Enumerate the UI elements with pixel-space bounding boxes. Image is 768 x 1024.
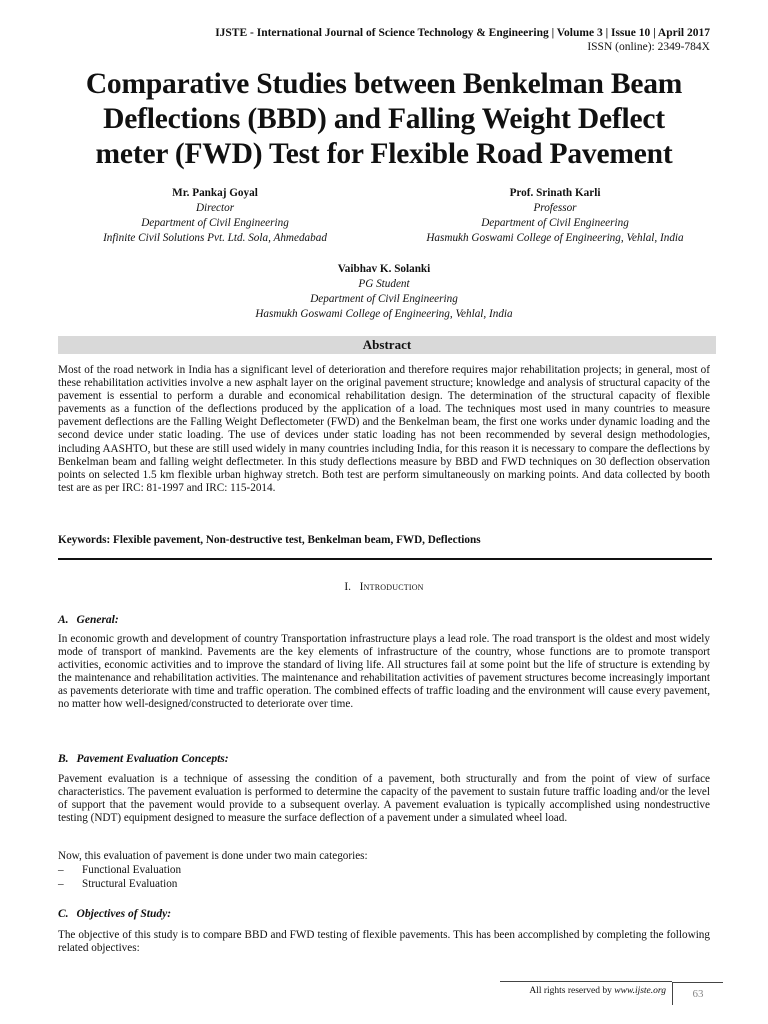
title-line: meter (FWD) Test for Flexible Road Pavement: [95, 138, 673, 170]
abstract-heading: Abstract: [58, 336, 716, 354]
subsection-heading: [58, 752, 229, 766]
author-org: Infinite Civil Solutions Pvt. Ltd. Sola, Ahmedabad: [103, 232, 327, 244]
list-item: – Functional Evaluation: [58, 864, 182, 876]
subsection-letter: A.: [58, 614, 69, 626]
website-link[interactable]: www.ijste.org: [614, 986, 666, 996]
subsection-heading: [58, 613, 119, 627]
title-line: Comparative Studies between Benkelman Beam: [85, 68, 683, 100]
section-number: I.: [344, 581, 352, 593]
author-block: [70, 186, 360, 246]
author-org: Hasmukh Goswami College of Engineering, Vehlal, India: [255, 308, 513, 320]
author-block: [200, 262, 568, 322]
keywords: Keywords: Flexible pavement, Non-destructive test, Benkelman beam, FWD, Deflections: [58, 534, 481, 546]
title-line: Deflections (BBD) and Falling Weight Deflect: [103, 103, 665, 135]
subsection-title: Pavement Evaluation Concepts:: [76, 753, 229, 765]
page-footer: [0, 980, 768, 1024]
subsection-title: General:: [76, 614, 119, 626]
section-heading: [58, 580, 710, 594]
author-name: Mr. Pankaj Goyal: [172, 187, 258, 199]
author-role: PG Student: [358, 278, 410, 290]
rights-text: All rights reserved by: [529, 986, 612, 996]
section-divider: [58, 558, 712, 560]
author-dept: Department of Civil Engineering: [141, 217, 289, 229]
author-name: Prof. Srinath Karli: [509, 187, 601, 199]
list-item-text: Functional Evaluation: [82, 864, 182, 876]
subsection-title: Objectives of Study:: [76, 908, 172, 920]
paragraph: The objective of this study is to compare BBD and FWD testing of flexible pavements. This has been accomplished by completing the following related objectives:: [58, 929, 710, 955]
author-org: Hasmukh Goswami College of Engineering, Vehlal, India: [426, 232, 684, 244]
subsection-heading: [58, 907, 171, 921]
author-block: [390, 186, 720, 246]
section-title: Introduction: [359, 581, 424, 593]
page-number: 63: [672, 982, 723, 1005]
author-role: Director: [195, 202, 235, 214]
journal-line: IJSTE - International Journal of Science Technology & Engineering | Volume 3 | Issue 10 | April 2017: [215, 27, 710, 39]
paragraph: Now, this evaluation of pavement is done under two main categories:: [58, 850, 368, 862]
paragraph: In economic growth and development of country Transportation infrastructure plays a lead role. The road transport is the oldest and most widely mode of transport of mankind. Pavements are the key elements of infrastructure of the country, whose functions are to promote transport activities, economic activities and to improve the standard of living life. All structures fail at some point but the life of structure is extending by the maintenance and rehabilitation activities. The maintenance and rehabilitation activities of pavement structures become increasingly important as pavements deteriorate with time and traffic operation. The combined effects of traffic loading and the environment will cause every pavement, no matter how well-designed/constructed to deteriorate over time.: [58, 633, 710, 711]
author-dept: Department of Civil Engineering: [481, 217, 629, 229]
issn-line: ISSN (online): 2349-784X: [587, 41, 710, 53]
author-role: Professor: [533, 202, 577, 214]
paper-title: [40, 67, 728, 172]
abstract-text: Most of the road network in India has a significant level of deterioration and therefore requires major rehabilitation projects; in general, most of these rehabilitation activities involve a new asphalt layer on the original pavement structure; knowledge and analysis of structural capacity of the pavement is essential to perform a durable and economical rehabilitation design. The determination of the structural capacity of flexible pavements as a function of the deflections produced by the application of a load. The techniques most used in many countries to measure pavement deflections are the Falling Weight Deflectometer (FWD) and the Benkelman beam, the first one works under dynamic loading and the second device under static loading. The use of devices under static loading has not been recommended by several design methodologies, including AASHTO, but these are still used widely in many countries including India, for this reason it is necessary to compare the deflections by Benkelman beam and falling weight deflectmeter. In this study deflections measure by BBD and FWD techniques on 30 deflection observation points on selected 1.5 km flexible urban highway stretch. Both test are perform simultaneously on marking points. And data collected by booth test are as per IRC: 81-1997 and IRC: 115-2014.: [58, 364, 710, 494]
list-item: – Structural Evaluation: [58, 878, 178, 890]
author-name: Vaibhav K. Solanki: [337, 263, 431, 275]
subsection-letter: B.: [58, 753, 69, 765]
copyright-notice: [529, 986, 666, 997]
author-dept: Department of Civil Engineering: [310, 293, 458, 305]
subsection-letter: C.: [58, 908, 69, 920]
list-item-text: Structural Evaluation: [82, 878, 178, 890]
footer-rule: [500, 981, 672, 982]
journal-header: [215, 26, 710, 54]
paragraph: Pavement evaluation is a technique of assessing the condition of a pavement, both structurally and from the point of view of surface characteristics. The pavement evaluation is performed to determine the capacity of the pavement to sustain future traffic loading and/or the level of support that the pavement would provide to a subsequent overlay. A pavement evaluation is typically accomplished using nondestructive testing (NDT) equipment designed to measure the surface deflection of a pavement under a simulated wheel load.: [58, 773, 710, 825]
